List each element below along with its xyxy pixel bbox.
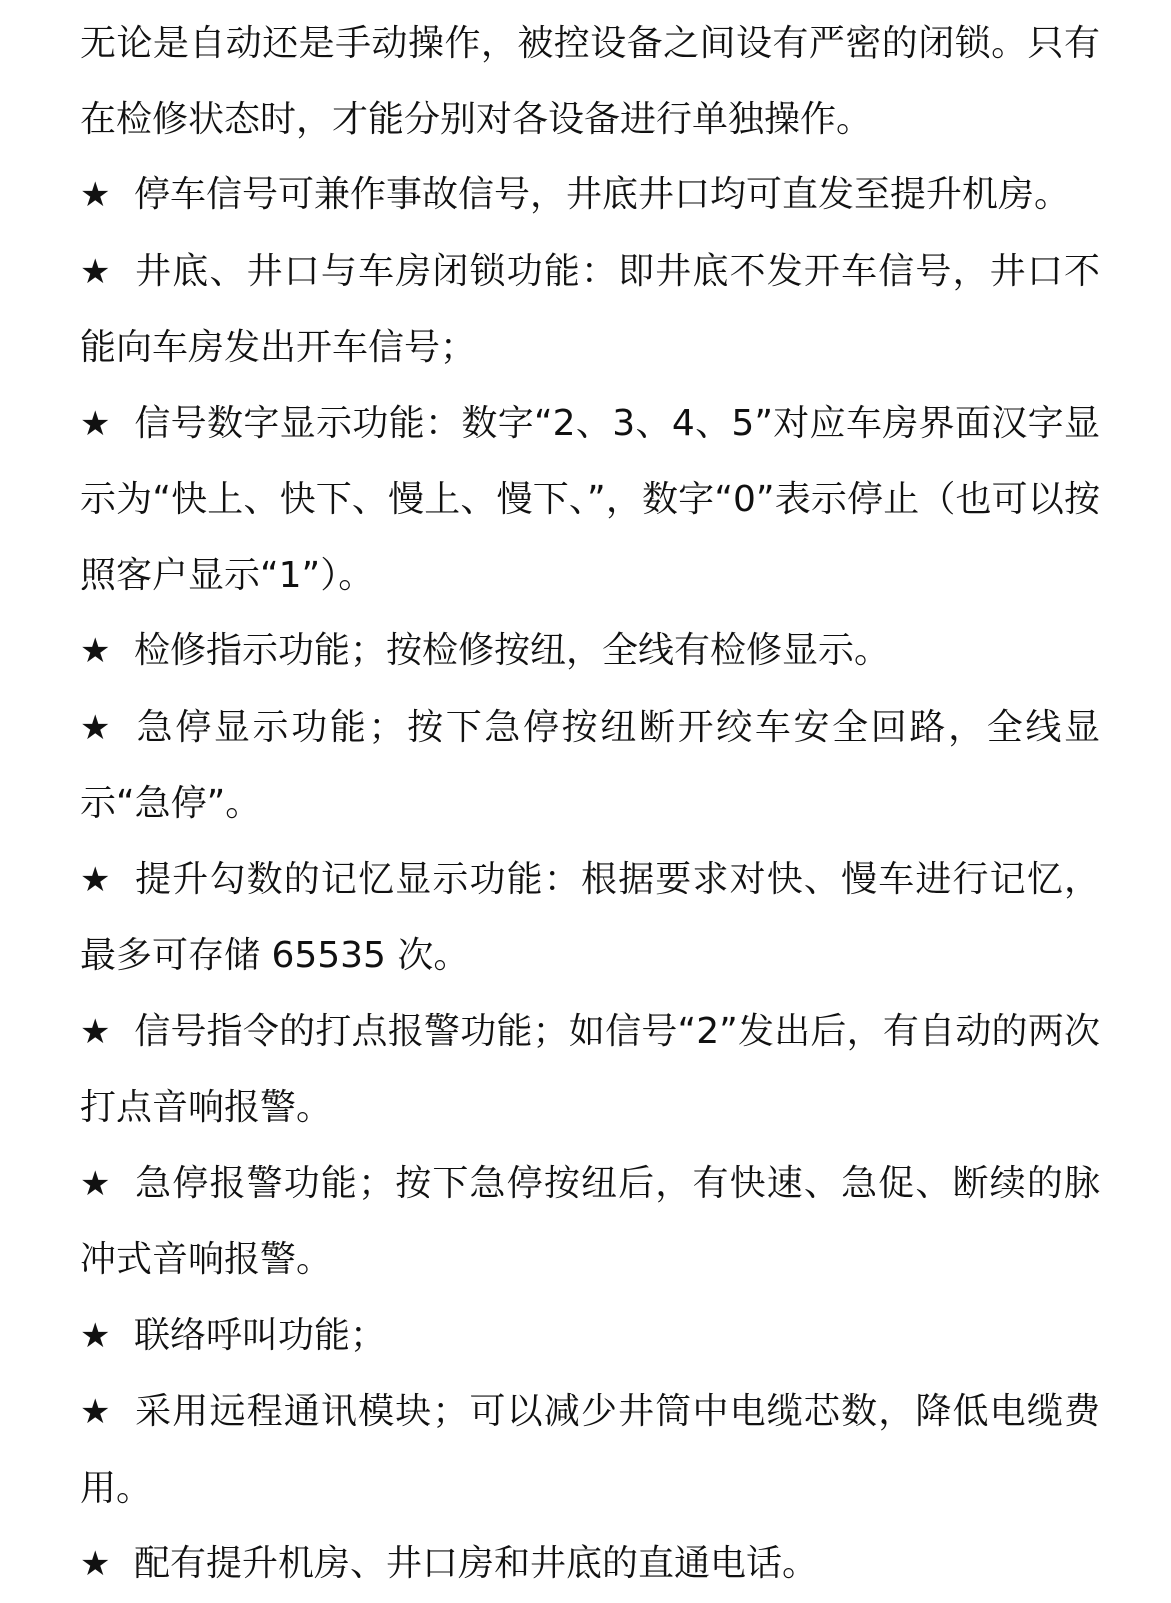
- bullet-item: [80, 386, 1100, 614]
- document-body: [80, 0, 1100, 1603]
- star-icon: ★: [80, 403, 111, 444]
- bullet-item: [80, 1374, 1100, 1526]
- star-icon: ★: [80, 251, 111, 292]
- bullet-text: 检修指示功能；按检修按纽，全线有检修显示。: [134, 630, 891, 671]
- bullet-text: 井底、井口与车房闭锁功能：即井底不发开车信号，井口不能向车房发出开车信号；: [80, 250, 1100, 368]
- star-icon: ★: [80, 1544, 111, 1584]
- star-icon: ★: [80, 1011, 111, 1052]
- bullet-item: [80, 1526, 1100, 1603]
- bullet-text: 采用远程通讯模块；可以减少井筒中电缆芯数，降低电缆费用。: [80, 1391, 1100, 1509]
- bullet-item: [80, 690, 1100, 842]
- bullet-text: 信号指令的打点报警功能；如信号“2”发出后，有自动的两次打点音响报警。: [80, 1010, 1100, 1128]
- bullet-text: 配有提升机房、井口房和井底的直通电话。: [134, 1543, 819, 1584]
- bullet-item: [80, 157, 1100, 234]
- star-icon: ★: [80, 1163, 111, 1204]
- bullet-text: 提升勾数的记忆显示功能：根据要求对快、慢车进行记忆，最多可存储 65535 次。: [80, 858, 1100, 976]
- bullet-item: [80, 994, 1100, 1146]
- bullet-text: 联络呼叫功能；: [134, 1314, 387, 1356]
- star-icon: ★: [80, 1392, 111, 1432]
- star-icon: ★: [80, 707, 111, 748]
- bullet-item: [80, 234, 1100, 386]
- bullet-text: 急停显示功能；按下急停按纽断开绞车安全回路，全线显示“急停”。: [80, 706, 1100, 824]
- bullet-item: [80, 613, 1100, 690]
- bullet-item: [80, 842, 1100, 994]
- intro-paragraph: 无论是自动还是手动操作，被控设备之间设有严密的闭锁。只有在检修状态时，才能分别对各设备进行单独操作。: [80, 23, 1100, 140]
- bullet-text: 急停报警功能；按下急停按纽后，有快速、急促、断续的脉冲式音响报警。: [80, 1162, 1100, 1280]
- star-icon: ★: [80, 859, 111, 900]
- bullet-text: 停车信号可兼作事故信号，井底井口均可直发至提升机房。: [134, 174, 1071, 215]
- bullet-item: [80, 1298, 1100, 1375]
- star-icon: ★: [80, 175, 111, 215]
- bullet-text: 信号数字显示功能：数字“2、3、4、5”对应车房界面汉字显示为“快上、快下、慢上、慢下、”，数字“0”表示停止（也可以按照客户显示“1”）。: [80, 402, 1100, 596]
- star-icon: ★: [80, 1315, 111, 1356]
- bullet-item: [80, 1146, 1100, 1298]
- star-icon: ★: [80, 631, 111, 671]
